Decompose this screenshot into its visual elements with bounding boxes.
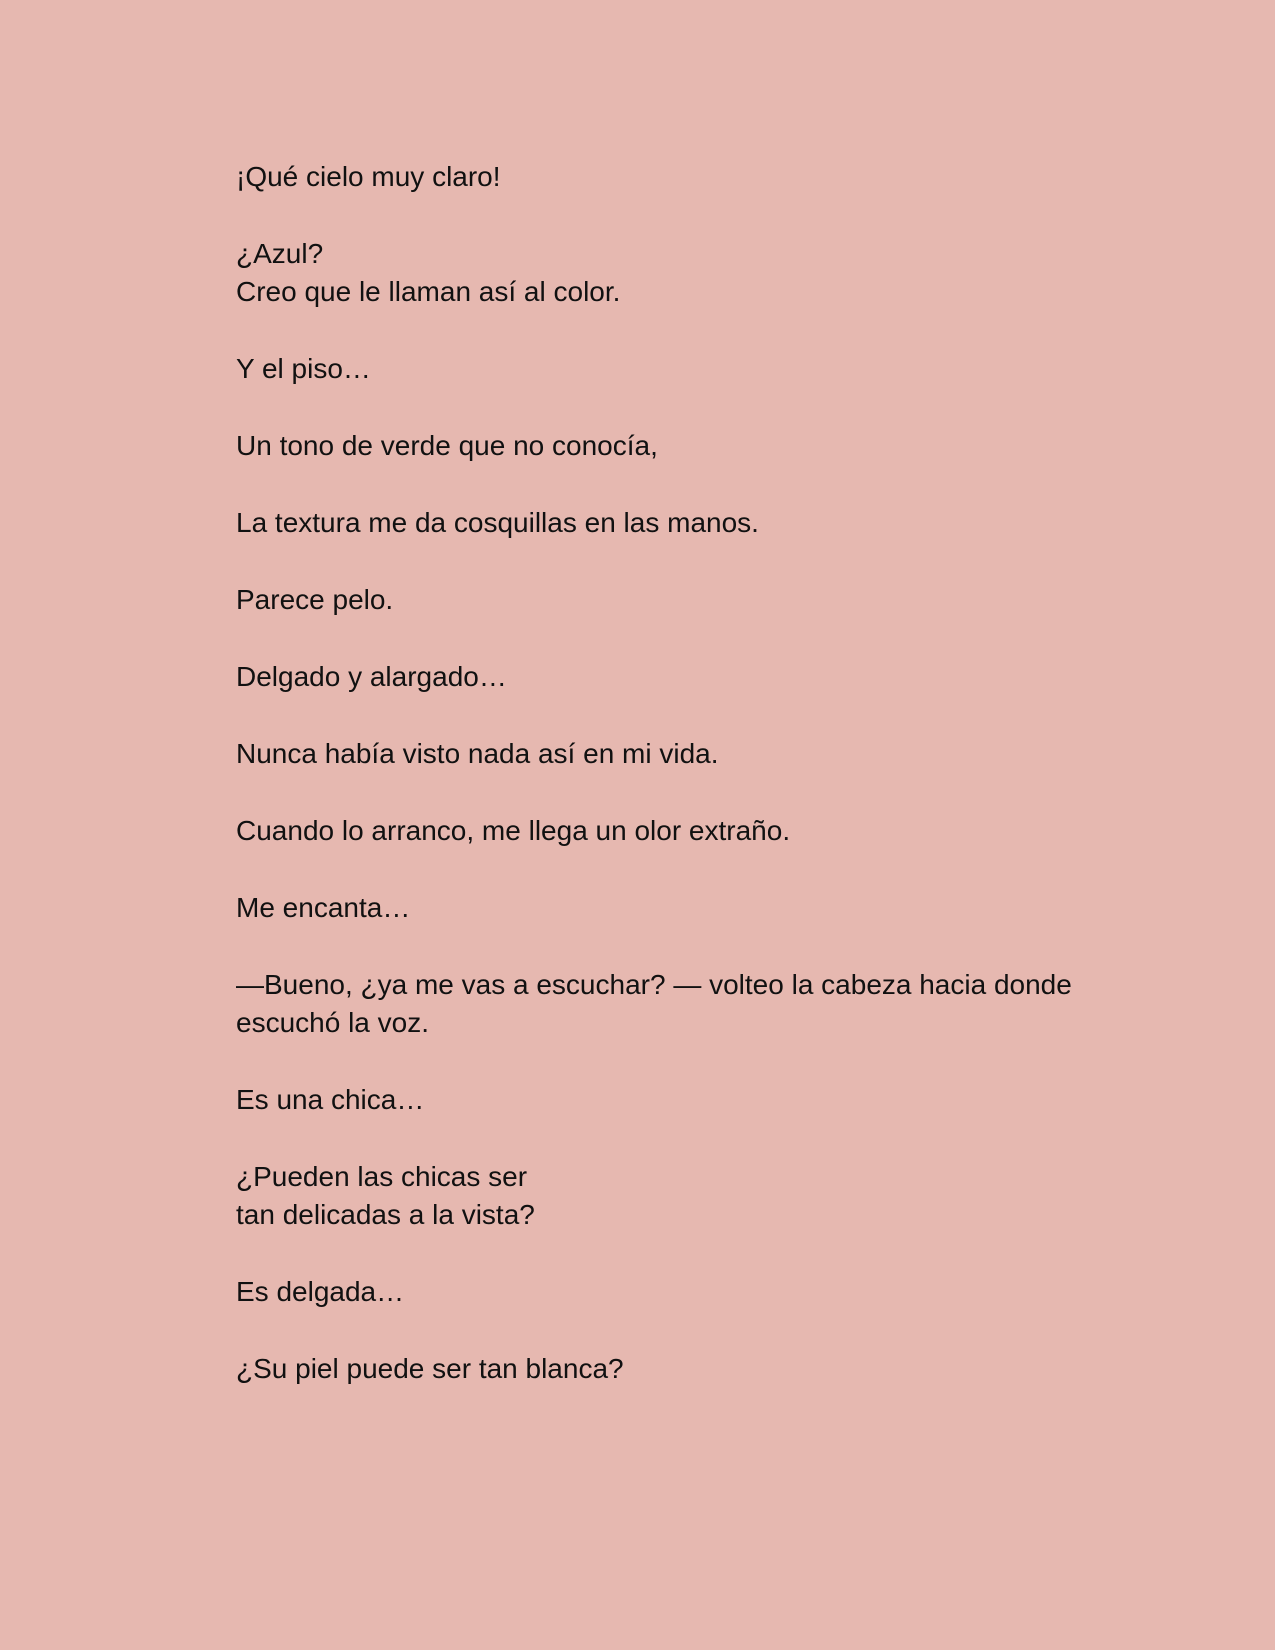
text-line: ¿Su piel puede ser tan blanca? bbox=[236, 1353, 624, 1384]
text-line: —Bueno, ¿ya me vas a escuchar? — volteo la cabeza hacia donde bbox=[236, 969, 1072, 1000]
paragraph bbox=[236, 1081, 1116, 1119]
text-line: Parece pelo. bbox=[236, 584, 394, 615]
text-line: Es una chica… bbox=[236, 1084, 425, 1115]
paragraph bbox=[236, 889, 1116, 927]
text-line: Delgado y alargado… bbox=[236, 661, 507, 692]
paragraph bbox=[236, 1350, 1116, 1388]
text-line: Me encanta… bbox=[236, 892, 411, 923]
paragraph bbox=[236, 427, 1116, 465]
text-line: ¿Pueden las chicas ser bbox=[236, 1161, 528, 1192]
text-line: Un tono de verde que no conocía, bbox=[236, 430, 658, 461]
paragraph bbox=[236, 504, 1116, 542]
text-line: Nunca había visto nada así en mi vida. bbox=[236, 738, 719, 769]
text-line: Cuando lo arranco, me llega un olor extraño. bbox=[236, 815, 791, 846]
text-line: escuchó la voz. bbox=[236, 1007, 429, 1038]
text-line: Es delgada… bbox=[236, 1276, 405, 1307]
document-page bbox=[236, 158, 1116, 1427]
paragraph bbox=[236, 1158, 1116, 1234]
text-line: Creo que le llaman así al color. bbox=[236, 276, 621, 307]
paragraph bbox=[236, 158, 1116, 196]
paragraph bbox=[236, 735, 1116, 773]
text-line: ¡Qué cielo muy claro! bbox=[236, 161, 501, 192]
paragraph bbox=[236, 966, 1116, 1042]
text-line: La textura me da cosquillas en las manos. bbox=[236, 507, 759, 538]
paragraph bbox=[236, 235, 1116, 311]
paragraph bbox=[236, 658, 1116, 696]
text-line: tan delicadas a la vista? bbox=[236, 1199, 535, 1230]
paragraph bbox=[236, 350, 1116, 388]
paragraph bbox=[236, 1273, 1116, 1311]
text-line: Y el piso… bbox=[236, 353, 371, 384]
paragraph bbox=[236, 812, 1116, 850]
text-line: ¿Azul? bbox=[236, 238, 324, 269]
paragraph bbox=[236, 581, 1116, 619]
